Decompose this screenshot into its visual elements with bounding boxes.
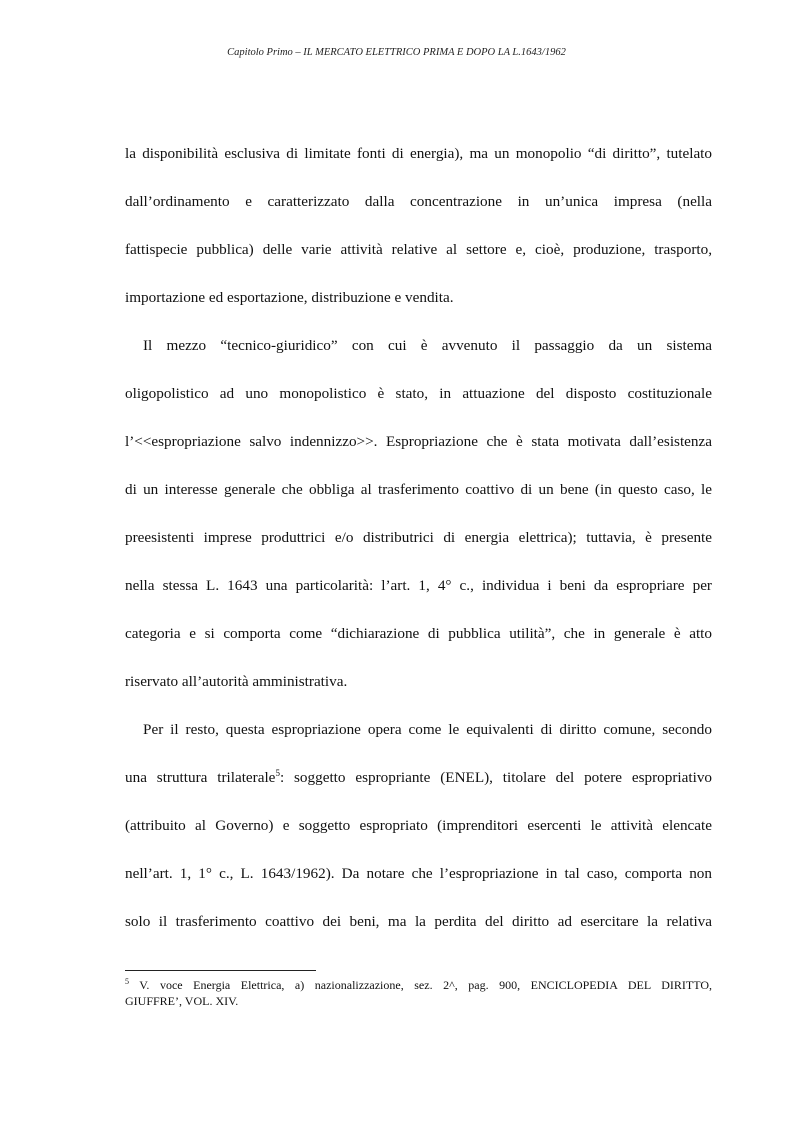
running-header: Capitolo Primo – IL MERCATO ELETTRICO PRIMA E DOPO LA L.1643/1962 <box>227 47 566 58</box>
body-line: preesistenti imprese produttrici e/o distributrici di energia elettrica); tuttavia, è presente <box>125 529 712 546</box>
body-line: fattispecie pubblica) delle varie attività relative al settore e, cioè, produzione, trasporto, <box>125 241 712 258</box>
footnote-divider <box>125 970 316 971</box>
body-line: di un interesse generale che obbliga al trasferimento coattivo di un bene (in questo caso, le <box>125 481 712 498</box>
footnote-number: 5 <box>125 977 129 986</box>
body-line-text: : soggetto espropriante (ENEL), titolare del potere espropriativo <box>279 769 713 786</box>
body-line: Per il resto, questa espropriazione opera come le equivalenti di diritto comune, secondo <box>143 721 712 738</box>
body-line <box>125 768 712 788</box>
body-line: nella stessa L. 1643 una particolarità: l’art. 1, 4° c., individua i beni da espropriare per <box>125 577 712 594</box>
footnote-line: GIUFFRE’, VOL. XIV. <box>125 994 239 1008</box>
body-line: (attribuito al Governo) e soggetto espropriato (imprenditori esercenti le attività elencate <box>125 817 712 834</box>
body-line: solo il trasferimento coattivo dei beni, ma la perdita del diritto ad esercitare la relativa <box>125 913 712 930</box>
body-line: riservato all’autorità amministrativa. <box>125 673 348 690</box>
body-line: nell’art. 1, 1° c., L. 1643/1962). Da notare che l’espropriazione in tal caso, comporta non <box>125 865 712 882</box>
footnote-reference[interactable]: 5 <box>275 768 280 778</box>
body-line: Il mezzo “tecnico-giuridico” con cui è avvenuto il passaggio da un sistema <box>143 337 712 354</box>
body-line-text: una struttura trilaterale <box>125 769 276 786</box>
footnote-text: V. voce Energia Elettrica, a) nazionalizzazione, sez. 2^, pag. 900, ENCICLOPEDIA DEL DIRITTO, <box>129 978 712 992</box>
footnote-line <box>125 978 712 993</box>
body-line: la disponibilità esclusiva di limitate fonti di energia), ma un monopolio “di diritto”, tutelato <box>125 145 712 162</box>
body-line: dall’ordinamento e caratterizzato dalla concentrazione in un’unica impresa (nella <box>125 193 712 210</box>
body-line: oligopolistico ad uno monopolistico è stato, in attuazione del disposto costituzionale <box>125 385 712 402</box>
body-line: l’<<espropriazione salvo indennizzo>>. Espropriazione che è stata motivata dall’esistenza <box>125 433 712 450</box>
body-line: categoria e si comporta come “dichiarazione di pubblica utilità”, che in generale è atto <box>125 625 712 642</box>
body-line: importazione ed esportazione, distribuzione e vendita. <box>125 289 454 306</box>
